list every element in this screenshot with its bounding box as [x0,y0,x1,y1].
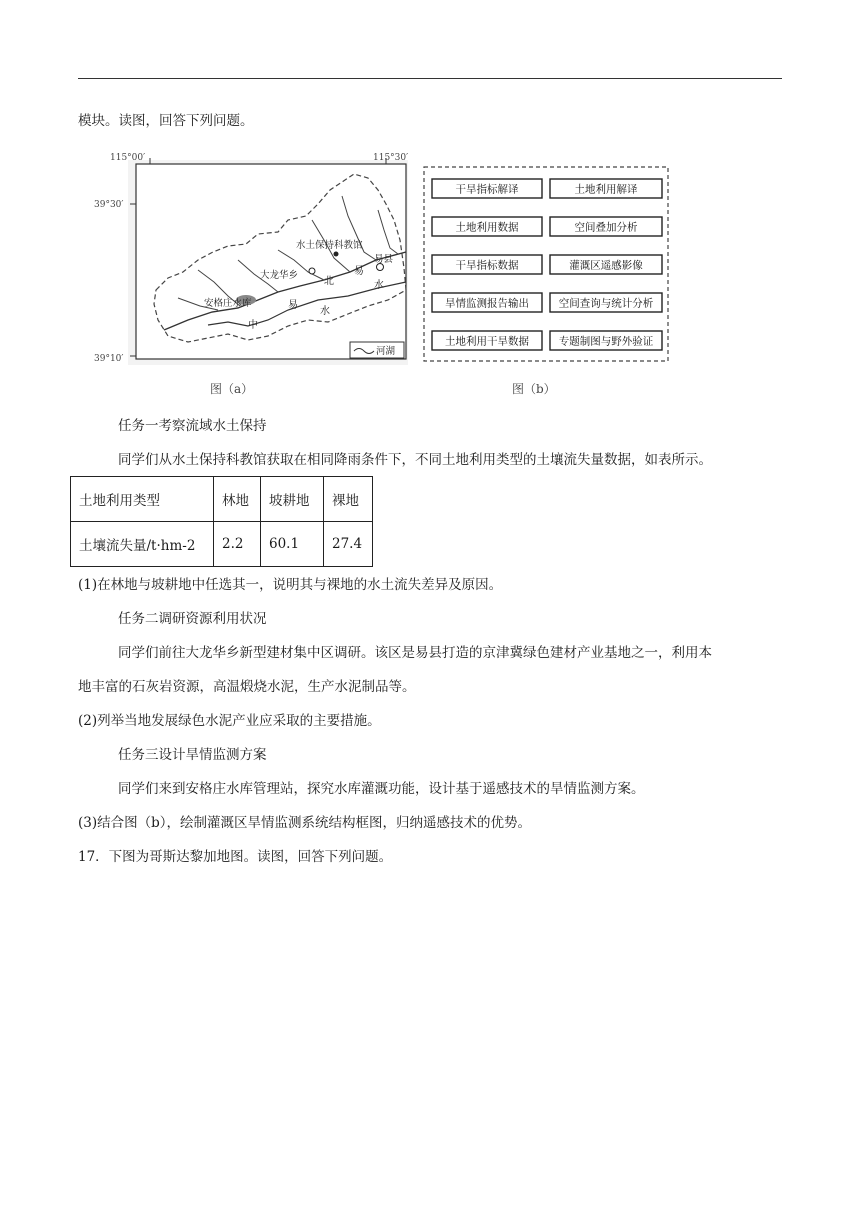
dalonghua-marker [309,268,315,274]
module-label: 干旱指标数据 [455,259,519,272]
task3-text: 同学们来到安格庄水库管理站，探究水库灌溉功能，设计基于遥感技术的旱情监测方案。 [118,781,645,797]
label-dalonghua: 大龙华乡 [260,270,299,281]
question-1: (1)在林地与坡耕地中任选其一，说明其与裸地的水土流失差异及原因。 [78,577,503,593]
table-header-forest: 林地 [214,477,261,522]
module-label: 灌溉区遥感影像 [569,259,643,272]
question-2: (2)列举当地发展绿色水泥产业应采取的主要措施。 [78,713,381,729]
module-label: 专题制图与野外验证 [558,335,654,348]
module-label: 土地利用干旱数据 [445,335,529,348]
header-rule [78,78,782,79]
legend-label: 河湖 [376,346,396,357]
soil-loss-table [70,476,373,567]
map-frame [136,164,406,359]
table-row [71,477,373,522]
figure-a-map [110,153,409,365]
label-yixian: 易县 [374,254,394,265]
task1-heading: 任务一考察流域水土保持 [118,418,267,434]
figure-b-modules [422,165,670,363]
task3-heading: 任务三设计旱情监测方案 [118,747,267,763]
module-label: 土地利用解译 [574,183,638,196]
river-upper-char-2: 易 [354,266,364,277]
table-cell-label: 土壤流失量/t·hm-2 [71,522,214,567]
question-3: (3)结合图（b），绘制灌溉区旱情监测系统结构框图，归纳遥感技术的优势。 [78,815,532,831]
intro-line: 模块。读图，回答下列问题。 [78,113,254,129]
lat-label-south: 39°10′ [94,354,124,364]
river-upper-char-1: 北 [324,276,334,287]
figure-a-caption: 图（a） [210,382,254,396]
task2-heading: 任务二调研资源利用状况 [118,611,267,627]
table-header-bare: 裸地 [324,477,373,522]
module-label: 空间查询与统计分析 [558,297,654,310]
label-museum: 水土保持科教馆 [296,240,363,251]
lon-label-east: 115°30′ [373,153,409,163]
river-lower-char-2: 易 [288,300,298,311]
river-upper-char-3: 水 [374,280,384,291]
table-cell-bare: 27.4 [324,522,373,567]
table-cell-forest: 2.2 [214,522,261,567]
figure-b-caption: 图（b） [512,382,556,396]
table-cell-slope: 60.1 [261,522,324,567]
river-lower-char-3: 水 [320,306,330,317]
module-label: 干旱指标解译 [455,183,519,196]
module-label: 空间叠加分析 [574,221,638,234]
question-17: 17．下图为哥斯达黎加地图。读图，回答下列问题。 [78,849,393,865]
lon-label-west: 115°00′ [110,153,146,163]
label-reservoir: 安格庄水库 [204,298,252,309]
table-header-slope: 坡耕地 [261,477,324,522]
module-label: 土地利用数据 [455,221,519,234]
task1-text: 同学们从水土保持科教馆获取在相同降雨条件下，不同土地利用类型的土壤流失量数据，如表所示。 [118,452,712,468]
task2-text-2: 地丰富的石灰岩资源，高温煅烧水泥，生产水泥制品等。 [78,679,416,695]
task2-text-1: 同学们前往大龙华乡新型建材集中区调研。该区是易县打造的京津冀绿色建材产业基地之一，利用本 [118,645,712,661]
table-header-type: 土地利用类型 [71,477,214,522]
museum-marker [334,252,339,257]
table-row [71,522,373,567]
river-lower-char-1: 中 [248,320,258,331]
module-label: 旱情监测报告输出 [445,297,529,310]
lat-label-north: 39°30′ [94,200,124,210]
